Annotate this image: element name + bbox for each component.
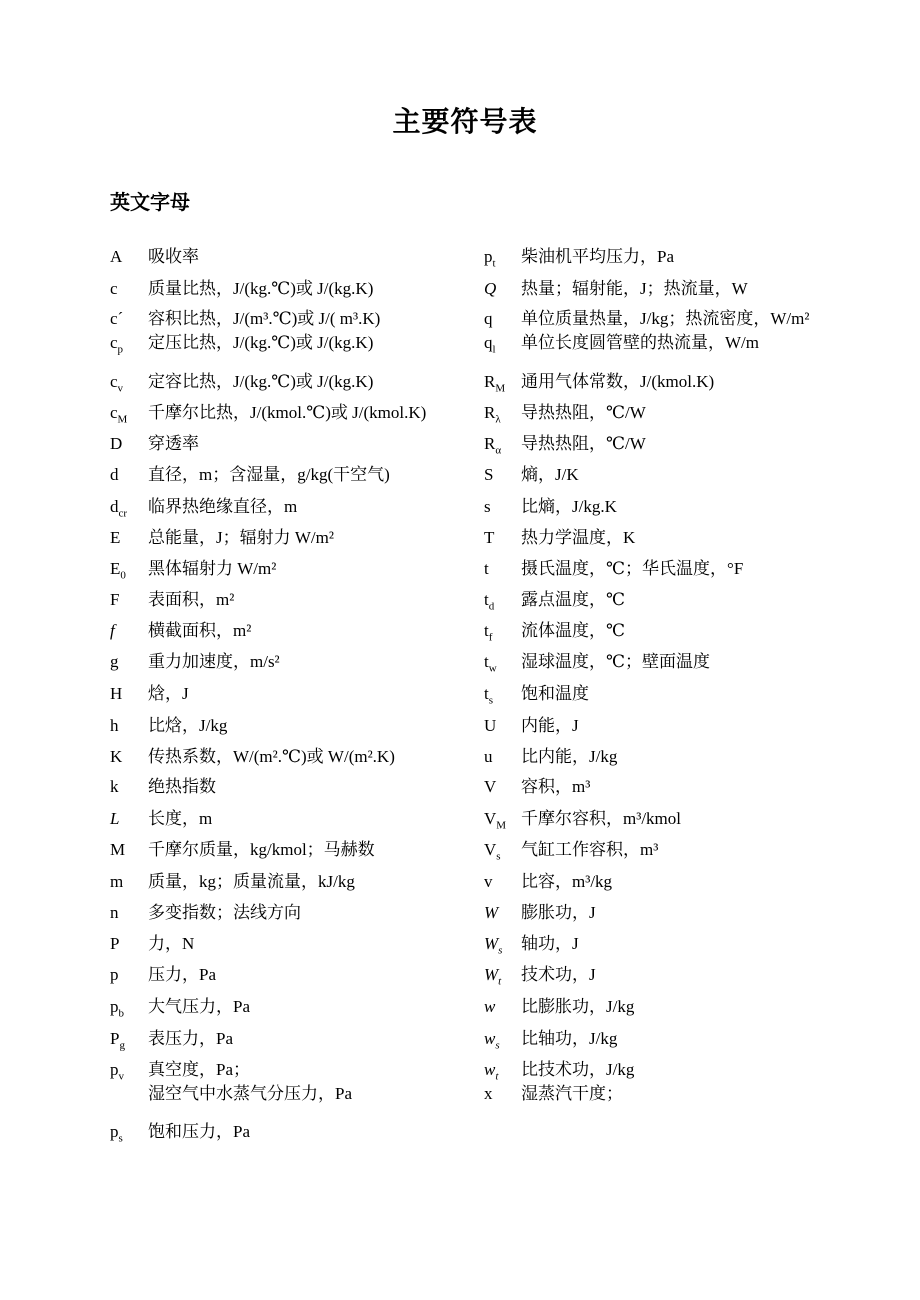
- description: 容积，m³: [521, 777, 591, 796]
- description: 膨胀功，J: [521, 903, 596, 922]
- description: 单位质量热量，J/kg；热流密度，W/m²: [521, 309, 810, 328]
- description: 直径，m；含湿量，g/kg(干空气): [148, 465, 390, 484]
- description: 临界热绝缘直径，m: [148, 497, 298, 516]
- description: 比熵，J/kg.K: [521, 497, 617, 516]
- symbol: V: [484, 777, 497, 796]
- symbol: F: [110, 590, 120, 609]
- symbol: h: [110, 716, 119, 735]
- description: 热量；辐射能，J；热流量，W: [521, 279, 748, 298]
- description: 单位长度圆管壁的热流量，W/m: [521, 333, 759, 352]
- symbol: c: [110, 279, 118, 298]
- symbol: m: [110, 872, 124, 891]
- symbol: p: [110, 965, 119, 984]
- description: 压力，Pa: [148, 965, 216, 984]
- symbol: Q: [484, 279, 497, 298]
- symbol: n: [110, 903, 119, 922]
- page-title: 主要符号表: [392, 107, 538, 138]
- symbol: A: [110, 247, 123, 266]
- symbol: $p_b$: [110, 997, 124, 1020]
- symbol: $t_f$: [484, 621, 493, 644]
- description: 比内能，J/kg: [521, 747, 618, 766]
- symbol: U: [484, 716, 497, 735]
- symbol: W: [484, 903, 499, 922]
- symbol: $P_g$: [110, 1029, 125, 1052]
- symbol: K: [110, 747, 123, 766]
- symbol: $w_s$: [484, 1029, 500, 1052]
- symbol: $c_p$: [110, 333, 124, 356]
- symbol: M: [110, 840, 126, 859]
- symbol: T: [484, 528, 495, 547]
- symbol: v: [484, 872, 493, 891]
- description: 比轴功，J/kg: [521, 1029, 618, 1048]
- description: 导热热阻，℃/W: [521, 403, 646, 422]
- symbol: s: [484, 497, 491, 516]
- symbol: t: [484, 559, 489, 578]
- symbol: $t_s$: [484, 684, 494, 707]
- description: 表面积，m²: [148, 590, 235, 609]
- symbol: $w_t$: [484, 1060, 499, 1083]
- symbol: L: [110, 809, 120, 828]
- description: 比技术功，J/kg: [521, 1060, 635, 1079]
- symbol: $W_t$: [484, 965, 502, 988]
- description: 千摩尔质量，kg/kmol；马赫数: [148, 840, 375, 859]
- symbol: E: [110, 528, 121, 547]
- description: 绝热指数: [148, 777, 216, 796]
- description: 技术功，J: [521, 965, 596, 984]
- description: 定压比热，J/(kg.℃)或 J/(kg.K): [148, 333, 374, 352]
- symbol: $c_v$: [110, 372, 124, 395]
- description: 湿蒸汽干度；: [521, 1084, 623, 1103]
- symbol: q: [484, 309, 493, 328]
- description: 露点温度，℃: [521, 590, 626, 609]
- description: 总能量，J；辐射力 W/m²: [148, 528, 334, 547]
- symbol: $p_s$: [110, 1122, 123, 1145]
- description: 真空度，Pa；: [148, 1060, 250, 1079]
- description: 焓，J: [148, 684, 189, 703]
- symbol: $q_l$: [484, 333, 496, 356]
- symbol: f: [110, 621, 115, 640]
- description: 内能，J: [521, 716, 579, 735]
- description: 热力学温度，K: [521, 528, 636, 547]
- description: 传热系数，W/(m².℃)或 W/(m².K): [148, 747, 395, 766]
- symbol: $c_M$: [110, 403, 128, 426]
- description: 比容，m³/kg: [521, 872, 613, 891]
- description: 摄氏温度，℃；华氏温度，°F: [521, 559, 744, 578]
- description: 气缸工作容积，m³: [521, 840, 659, 859]
- symbol: $V_s$: [484, 840, 501, 863]
- symbol: d: [110, 465, 119, 484]
- symbol: $p_v$: [110, 1060, 124, 1083]
- description: 黑体辐射力 W/m²: [148, 559, 277, 578]
- description: 多变指数；法线方向: [148, 903, 301, 922]
- description: 质量比热，J/(kg.℃)或 J/(kg.K): [148, 279, 374, 298]
- symbol: k: [110, 777, 119, 796]
- description: 长度，m: [148, 809, 213, 828]
- description: 熵，J/K: [521, 465, 579, 484]
- description: 横截面积，m²: [148, 621, 252, 640]
- description: 穿透率: [148, 434, 199, 453]
- symbol: c´: [110, 309, 124, 328]
- description: 饱和压力，Pa: [148, 1122, 250, 1141]
- description: 定容比热，J/(kg.℃)或 J/(kg.K): [148, 372, 374, 391]
- symbol: $R_\alpha$: [484, 434, 502, 457]
- description: 大气压力，Pa: [148, 997, 250, 1016]
- symbol: x: [484, 1084, 493, 1103]
- description: 力，N: [148, 934, 195, 953]
- symbol: g: [110, 652, 119, 671]
- section-heading: 英文字母: [110, 192, 190, 214]
- symbol: $p_t$: [484, 247, 496, 270]
- symbol: $V_M$: [484, 809, 507, 832]
- description: 比焓，J/kg: [148, 716, 228, 735]
- symbol: w: [484, 997, 496, 1016]
- description: 流体温度，℃: [521, 621, 626, 640]
- description: 吸收率: [148, 247, 199, 266]
- symbol: $t_w$: [484, 652, 497, 675]
- description: 质量，kg；质量流量，kJ/kg: [148, 872, 355, 891]
- description: 容积比热，J/(m³.℃)或 J/( m³.K): [148, 309, 381, 328]
- symbol: $t_d$: [484, 590, 495, 613]
- symbol: u: [484, 747, 493, 766]
- symbol: P: [110, 934, 120, 953]
- symbol: H: [110, 684, 123, 703]
- description: 比膨胀功，J/kg: [521, 997, 635, 1016]
- symbol: $W_s$: [484, 934, 503, 957]
- description: 饱和温度: [521, 684, 589, 703]
- description: 导热热阻，℃/W: [521, 434, 646, 453]
- symbol: $E_0$: [110, 559, 126, 582]
- description: 湿球温度，℃；壁面温度: [521, 652, 711, 671]
- symbol: $R_M$: [484, 372, 506, 395]
- description: 千摩尔比热，J/(kmol.℃)或 J/(kmol.K): [148, 403, 427, 422]
- description: 重力加速度，m/s²: [148, 652, 280, 671]
- description: 千摩尔容积，m³/kmol: [521, 809, 681, 828]
- description: 轴功，J: [521, 934, 579, 953]
- description: 表压力，Pa: [148, 1029, 233, 1048]
- symbol: $R_\lambda$: [484, 403, 501, 426]
- symbol: D: [110, 434, 123, 453]
- description: 通用气体常数，J/(kmol.K): [521, 372, 715, 391]
- description-line-2: 湿空气中水蒸气分压力，Pa: [148, 1084, 352, 1103]
- description: 柴油机平均压力，Pa: [521, 247, 674, 266]
- symbol: S: [484, 465, 494, 484]
- symbol: $d_{cr}$: [110, 497, 128, 520]
